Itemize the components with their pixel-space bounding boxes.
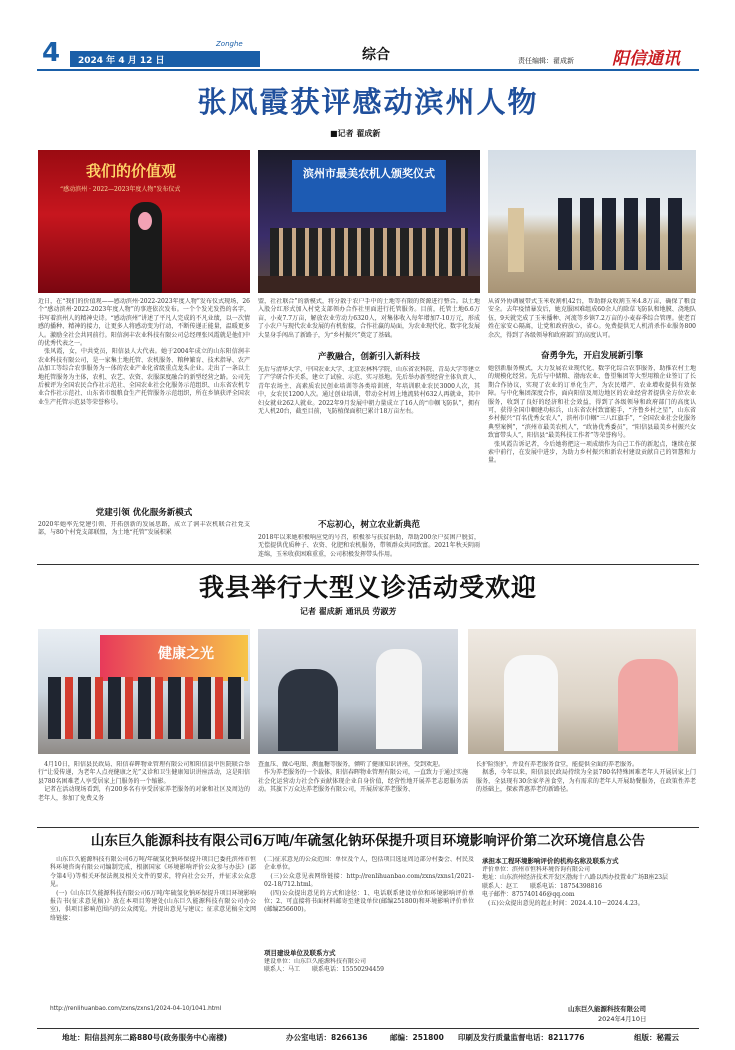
photo-field-visit <box>488 150 696 293</box>
notice-headline: 山东巨久能源科技有限公司6万吨/年硫氢化钠环保提升项目环境影响评价第二次环境信息公告 <box>90 833 646 849</box>
article1-col3b: 她创新服务模式，大力发展农业现代化、数字化综合农事服务，助推农村土地的规模化经营。先后与中储粮、渤海农业、鲁望集团等大型用粮企业签订了长期合作协议，实现了农业的订单化生产，为农民增产、农业增收提供有效保障。与中化集团深度合作，面向阳信及周边地区的农业经营者提供全方位农业服务，收到了良好的经济和社会效益，得到了各级领导和政府部门的高度认可，获得全国巾帼建功标兵，山东省农村致富能手，“齐鲁乡村之星”，山东省乡村振兴“百名优秀女农人”，滨州市巾帼“三八红旗手”，“全国农业社会化服务典型案例”，“滨州市最美农机人”，“政协优秀委员”，“阳信县最美乡村振兴女致富带头人”，阳信县“最美科技工作者”等荣誉称号。 张风霞告诉记者，今后她将把这一项成绩作为自己工作的新起点，继续在探索中前行，在发展中进步，为助力乡村振兴和新农村建设贡献自己的智慧和力量。 <box>488 365 696 465</box>
photo-clinic-consult <box>468 629 696 754</box>
article1-col3: 从省外协调履带式玉米收割机42台，帮助群众收割玉米4.8万亩，确保了粮食安全。去年疫情暴发后，她克服困难组成60余人的除草飞防队和地膜、浇地队伍，9天就完成了玉米播种、河流等乡镇7.2万亩的小麦春季综合管理。使老百姓在家安心隔离，让党和政府放心，省心。免费提供无人机消杀作业服务800余次，得到了各级领导和政府部门的高度认可。 <box>488 298 696 339</box>
article2-col2: 查血压、做心电图、测血糖等服务，倾听了健康知识讲座，受到欢迎。 作为养老服务的一个载体，阳信春晖物业管理有限公司，一直致力于通过实施社会化运营动力社会作贡献体现企业自身价值，经营性地开展养老志愿服务活动。其旗下万众达养老服务有限公司，开展居家养老服务、 <box>258 761 468 794</box>
photo2-crowd <box>270 228 468 276</box>
footer-address: 地址：阳信县河东二路880号(政务服务中心南楼) <box>62 1033 228 1042</box>
photo2-title: 滨州市最美农机人颁奖仪式 <box>303 167 435 180</box>
paper-name: 阳信通讯 <box>612 49 680 69</box>
photo3-people <box>558 198 688 270</box>
header-date: 2024 年 4 月 12 日 <box>78 56 165 66</box>
article1-sub1: 党建引领 优化服务新模式 <box>95 508 193 518</box>
notice-contact2-title: 承担本工程环境影响评价的机构名称及联系方式 <box>482 857 619 865</box>
divider-1 <box>37 564 699 565</box>
header-rule <box>37 69 699 71</box>
photo-ceremony <box>258 150 480 293</box>
notice-contact1: 建设单位：山东巨久能源科技有限公司 联系人：马工 联系电话：15550294459 <box>264 958 384 974</box>
header-tagline: Zonghe <box>216 40 243 48</box>
notice-link[interactable]: http://renlihuanbao.com/zxns/zxns1/2024-04-10/1041.html <box>50 1006 222 1012</box>
article1-sub2: 产教融合，创新引入新科技 <box>317 352 420 362</box>
photo-award-stage <box>38 150 250 293</box>
photo-clinic-group <box>38 629 250 754</box>
header-editor: 责任编辑：翟成新 <box>518 57 574 65</box>
article2-col3: 长护险照护，并设有养老服务食堂，能提供全面的养老服务。 据悉，今年以来，阳信县民政局持续为全县780名特殊困难老年人开展居家上门服务，全县现有30余家孝善食堂，为有需求的老年人开展助餐服务，在政策性养老的基础上，探索普惠养老的新路径。 <box>476 761 696 794</box>
photo5-doctor <box>376 649 422 749</box>
notice-signature: 山东巨久能源科技有限公司 <box>568 1005 646 1013</box>
footer-rule <box>37 1028 699 1029</box>
section-title: 综合 <box>362 47 390 63</box>
footer-printer: 印刷及发行质量监督电话：8211776 <box>458 1033 585 1042</box>
photo1-flowers <box>138 212 152 230</box>
photo4-people <box>48 677 244 739</box>
notice-contact1-title: 项目建设单位及联系方式 <box>264 949 336 957</box>
article1-col2: 盟，社社联合”的新模式，将分散于农户手中的土地等有限的资源进行整合。以土地入股分红形式加入村党支部领办合作社里面进行托管服务。目前，托管土地6.6万亩，小麦7.7万亩，解放农业劳动力6320人，对集体收入每年增加7-10万元，形成了小农户与现代农业发展的有机衔接，合作社赢的局面，为农业现代化、数字化发展大显身手闯出了新路子，为“乡村振兴”奠定了基础。 <box>258 298 480 339</box>
photo6-patient <box>618 659 678 751</box>
article2-col1: 4月10日，阳信县民政局、阳信春晖物业管理有限公司和阳信县中医院联合举行“让爱传递，为老年人点亮健康之光”义诊和卫生健康知识讲座活动，这是阳信县780名困难老人享受居家上门服务的一个缩影。 记者在活动现场看到，有200多名有享受居家养老服务的对象和社区及周边的老年人，参加了免费义务 <box>38 761 250 802</box>
divider-2 <box>37 827 699 828</box>
article1-sub3: 不忘初心，树立农业新典范 <box>317 520 420 530</box>
article1-col2b: 先后与清华大学、中国农业大学、北京农林科学院、山东省农科院、青岛大学等建立了产学研合作关系，建立了试验、示范、实习基地。先后举办新型经营主体负责人、青年农场主、高素质农民创业培训等各类培训班，年培训职业农民3000人次，其中，女农民1200人次。通过创业培训，带动全村周上地流转村632人再就业，其中妇女就业262人就业。2022年9月发展中朝力量成立了16人的“巾帼飞防队”，拥有无人机20台，截至目前，飞防植保面积已累计18万亩左右。 <box>258 366 480 416</box>
footer-editor: 组版：秘霞云 <box>634 1033 679 1042</box>
photo-clinic-checkup <box>258 629 458 754</box>
notice-col2: (二)征求意见的公众范围：单位及个人，包括项目选址周边部分村委会、村民及企业单位。 (三)公众意见表网络链接：http://renlihuanbao.com/zxns/zxns1/2021-02-18/712.html。 (四)公众提出意见的方式和途径：1、电话联系建设单位和环境影响评价单位；2、可直接将书面材料邮寄至建设单位(邮编251800)和环境影响评价单位(邮编256600)。 <box>264 856 474 914</box>
photo1-banner-sub: “感动滨州 · 2022—2023年度人物”发布仪式 <box>60 186 181 193</box>
photo2-stage-floor <box>258 276 480 293</box>
photo1-banner-text: 我们的价值观 <box>86 162 177 180</box>
article2-byline: 记者 翟成新 通讯员 劳淑芳 <box>300 607 397 616</box>
article1-col1b: 2020年她率先党建引领、开拓创新的发展思路，成立了润丰农机联合社党支部，与80个村党支部联盟，为土地“托管”发展积累 <box>38 521 250 537</box>
article1-col2c: 2018年以来她积极响应党的号召，积极参与扶贫捐助，帮助200余户贫困户脱贫，无偿提供优质种子、农资、化肥和农机服务，带领群众共同致富。2021年秋天阴雨连绵，玉米收获困难重重，公司积极发挥带头作用。 <box>258 534 480 558</box>
footer-postcode: 邮编：251800 <box>390 1033 444 1042</box>
page-number: 4 <box>42 38 61 68</box>
article1-byline: ■记者 翟成新 <box>330 129 381 138</box>
article1-col1: 近日，在“我们的价值观——感动滨州·2022-2023年度人物”发布仪式现场，26个“感动滨州·2022-2023年度人物”的事迹依次发布。一个个发光发热的名字，书写着滨州人的精神史诗。“感动滨州”讲述了平凡人完成的不凡业绩，以一次情感的播种、精神的接力，让更多人将感动变为行动，不断传递正能量，温暖更多人。激励全社会共同前行。阳信润丰农业科技有限公司总经理张风霞就是他们中的优秀代表之一。 张风霞，女，中共党员，阳信县人大代表。她于2004年成立的山东阳信润丰农业科技有限公司，是一家集土地托管、农机服务、粮种繁育、技术指导、农产品加工等综合农事服务为一体的农业产业化省级重点龙头企业。走出了一条以土地托管服务为主体，农机、农艺、农资、农服深度融合的新型经营之路。公司先后被评为全国农民合作社示范社、全国农业社会化服务示范组织、山东省农机专业合作社示范社、山东省市级粮食生产托管服务示范组织，所在乡镇获评全国农业生产托管示范县等荣誉称号。 <box>38 298 250 406</box>
article2-headline: 我县举行大型义诊活动受欢迎 <box>198 573 537 602</box>
photo5-patient <box>278 669 338 751</box>
notice-col1: 山东巨久能源科技有限公司6万吨/年硫氢化钠环保提升项目已委托滨州市恒科环境咨询有限公司编制完成，根据国家《环境影响评价公众参与办法》(部令第4号)等相关环保法规及相关文件的要求，特向社会公开，并征求公众意见。 (一)《山东巨久能源科技有限公司6万吨/年硫氢化钠环保提升项目环境影响报告书(征求意见稿)》放在本项目筹建处(山东巨久能源科技有限公司办公室)，供项目影响范围内的公众阅览。并提出意见与建议；征求意见稿全文网络链接： <box>50 856 256 922</box>
photo6-doctor <box>504 655 558 751</box>
article1-headline: 张风霞获评感动滨州人物 <box>197 85 539 119</box>
photo3-woman <box>508 208 524 272</box>
photo4-banner-text: 健康之光 <box>158 646 214 662</box>
notice-sign-date: 2024年4月10日 <box>598 1015 647 1023</box>
footer-office-phone: 办公室电话：8266136 <box>286 1033 368 1042</box>
article1-sub4: 奋勇争先，开启发展新引擎 <box>540 351 643 361</box>
notice-contact2: 评价单位：滨州市恒科环境咨询有限公司 地址：山东滨州经济技术开发区渤海十八路以西办投置业广场B座23层 联系人：赵工 联系电话：18754398816 电子邮件：875740146@qq.com (五)公众提出意见的起止时间：2024.4.10～2024.4.23。 <box>482 866 669 907</box>
